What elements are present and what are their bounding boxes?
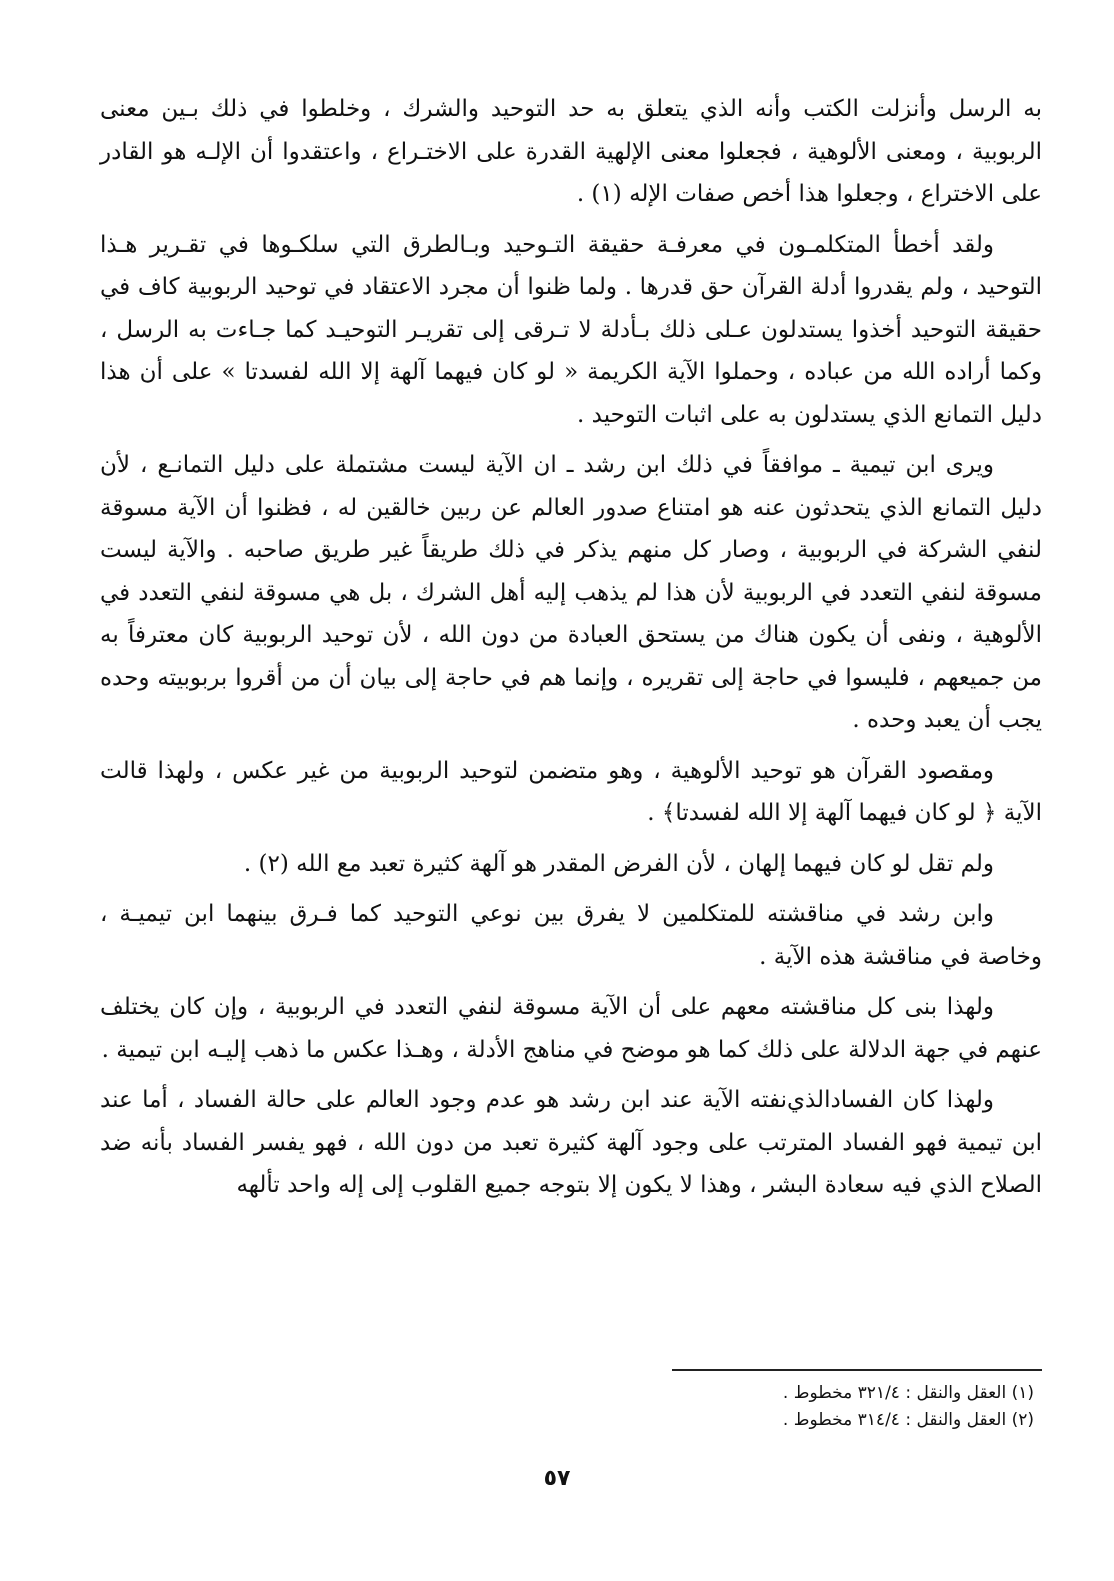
paragraph-8: ولهذا كان الفسادالذي‌نفته الآية عند ابن رشد هو عدم وجود العالم على حالة الفساد ، أما عند ابن تيمية فهو الفساد المترتب على وجود آلهة كثيرة تعبد من دون الله ، فهو يفسر الفساد بأنه ضد الصلاح الذي فيه سعادة البشر ، وهذا لا يكون إلا بتوجه جميع القلوب إلى إله واحد تألهه [100, 1087, 1042, 1198]
paragraph-7: ولهذا بنى كل مناقشته معهم على أن الآية مسوقة لنفي التعدد في الربوبية ، وإن كان يختلف عنهم في جهة الدلالة على ذلك كما هو موضح في مناهج الأدلة ، وهـذا عكس ما ذهب إليـه ابن تيمية . [100, 994, 1042, 1063]
main-text [100, 88, 1042, 1215]
footnote-2: (٢) العقل والنقل : ٣١٤/٤ مخطوط . [782, 1410, 1034, 1430]
page-number: ٥٧ [543, 1466, 571, 1491]
footnote-1: (١) العقل والنقل : ٣٢١/٤ مخطوط . [782, 1383, 1034, 1403]
paragraph-2: ولقد أخطأ المتكلمـون في معرفـة حقيقة التـوحيد وبـالطرق التي سلكـوها في تقـرير هـذا التوحيد ، ولم يقدروا أدلة القرآن حق قدرها . ولما ظنوا أن مجرد الاعتقاد في توحيد الربوبية كاف في حقيقة التوحيد أخذوا يستدلون عـلى ذلك بـأدلة لا تـرقى إلى تقريـر التوحيـد كما جـاءت به الرسل ، وكما أراده الله من عباده ، وحملوا الآية الكريمة « لو كان فيهما آلهة إلا الله لفسدتا » على أن هذا دليل التمانع الذي يستدلون به على اثبات التوحيد . [100, 231, 1042, 428]
paragraph-1: به الرسل وأنزلت الكتب وأنه الذي يتعلق به حد التوحيد والشرك ، وخلطوا في ذلك بـين معنى الربوبية ، ومعنى الألوهية ، فجعلوا معنى الإلهية القدرة على الاختـراع ، واعتقدوا أن الإلـه هو القادر على الاختراع ، وجعلوا هذا أخص صفات الإله (١) . [100, 96, 1042, 207]
paragraph-6: وابن رشد في مناقشته للمتكلمين لا يفرق بين نوعي التوحيد كما فـرق بينهما ابن تيميـة ، وخاصة في مناقشة هذه الآية . [100, 901, 1042, 970]
paragraph-3: ويرى ابن تيمية ـ موافقاً في ذلك ابن رشد ـ ان الآية ليست مشتملة على دليل التمانـع ، لأن دليل التمانع الذي يتحدثون عنه هو امتناع صدور العالم عن ربين خالقين له ، فظنوا أن الآية مسوقة لنفي الشركة في الربوبية ، وصار كل منهم يذكر في ذلك طريقاً غير طريق صاحبه . والآية ليست مسوقة لنفي التعدد في الربوبية لأن هذا لم يذهب إليه أهل الشرك ، بل هي مسوقة لنفي التعدد في الألوهية ، ونفى أن يكون هناك من يستحق العبادة من دون الله ، لأن توحيد الربوبية كان معترفاً به من جميعهم ، فليسوا في حاجة إلى تقريره ، وإنما هم في حاجة إلى بيان أن من أقروا بربوبيته وحده يجب أن يعبد وحده . [100, 452, 1042, 733]
paragraph-5: ولم تقل لو كان فيهما إلهان ، لأن الفرض المقدر هو آلهة كثيرة تعبد مع الله (٢) . [243, 850, 994, 877]
footnotes [600, 1380, 1034, 1434]
paragraph-4: ومقصود القرآن هو توحيد الألوهية ، وهو متضمن لتوحيد الربوبية من غير عكس ، ولهذا قالت الآية ﴿ لو كان فيهما آلهة إلا الله لفسدتا﴾ . [100, 757, 1042, 826]
footnote-divider [672, 1369, 1042, 1371]
